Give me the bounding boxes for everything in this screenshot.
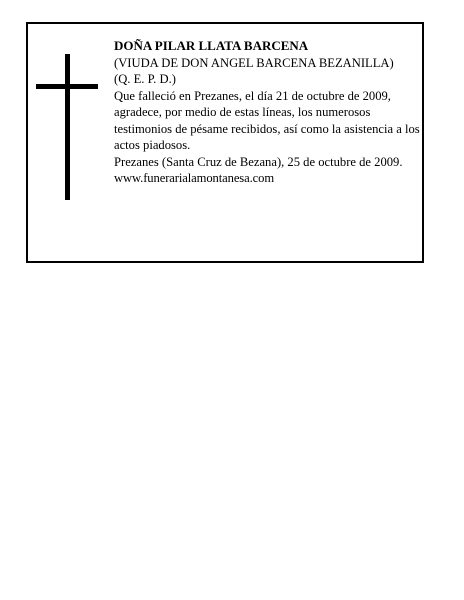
notice-message: Que falleció en Prezanes, el día 21 de octubre de 2009, agradece, por medio de estas líneas, los numerosos testimonios de pésame recibidos, así como la asistencia a los actos piadosos.: [114, 88, 420, 152]
deceased-name: DOÑA PILAR LLATA BARCENA: [114, 38, 309, 53]
cross-icon: [36, 54, 98, 200]
widow-of-line: (VIUDA DE DON ANGEL BARCENA BEZANILLA): [114, 55, 394, 70]
place-and-date: Prezanes (Santa Cruz de Bezana), 25 de octubre de 2009.: [114, 154, 403, 169]
funeral-home-website: www.funerarialamontanesa.com: [114, 171, 275, 185]
obituary-notice: [26, 22, 424, 263]
qepd-line: (Q. E. P. D.): [114, 72, 176, 86]
notice-text: [114, 38, 424, 187]
